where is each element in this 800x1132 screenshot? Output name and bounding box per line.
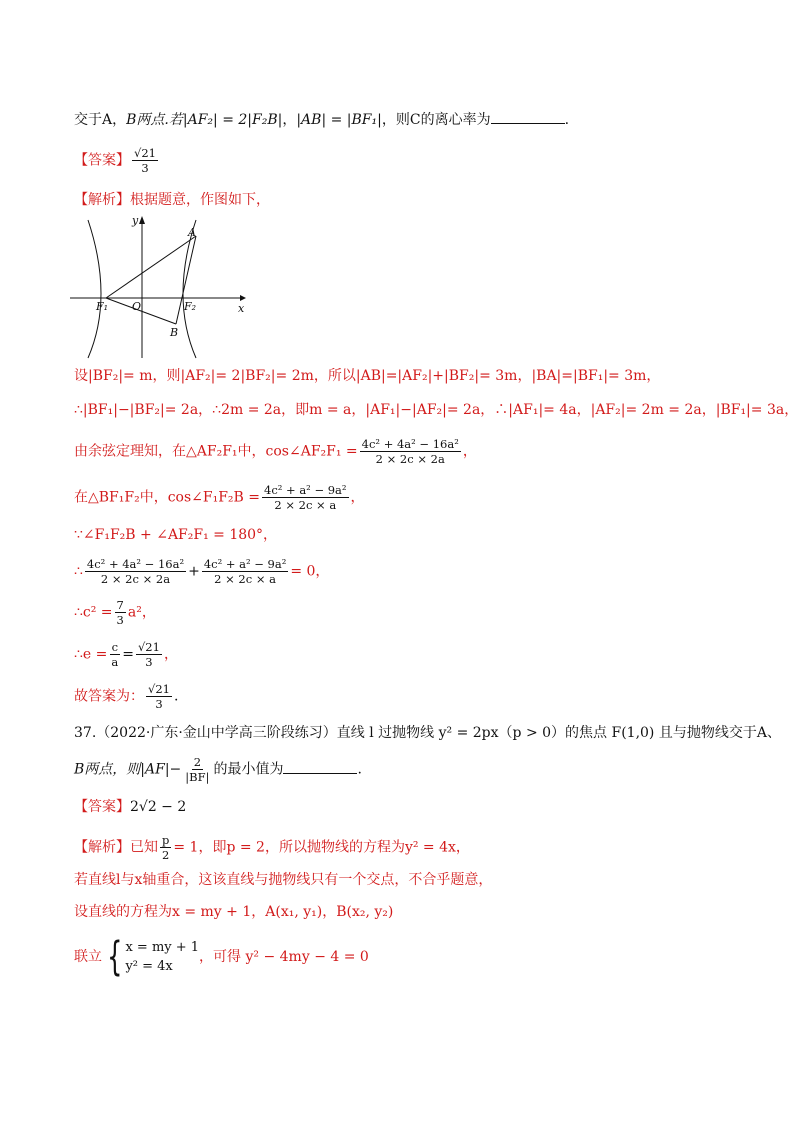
system-eq-2: y² = 4x xyxy=(125,959,173,974)
origin-label: O xyxy=(132,300,142,313)
x-axis-label: x xyxy=(238,302,245,315)
answer-2 xyxy=(74,797,186,817)
step-8 xyxy=(74,640,178,669)
analysis-2-t1-suffix: = 1，即p = 2，所以抛物线的方程为y² = 4x， xyxy=(173,839,470,856)
step-3-num: 4c² + 4a² − 16a² xyxy=(361,437,459,451)
analysis-2-t4-suffix: ，可得 y² − 4my − 4 = 0 xyxy=(199,949,369,965)
step-8-suffix: ， xyxy=(163,646,178,663)
y-axis-arrow xyxy=(139,216,145,224)
step-8-num-2: √21 xyxy=(137,640,160,654)
analysis-2-line-2: 若直线l与x轴重合，这该直线与抛物线只有一个交点，不合乎题意， xyxy=(74,872,493,888)
step-4-den: 2 × 2c × a xyxy=(274,498,337,512)
step-3-suffix: ， xyxy=(462,443,477,460)
step-5: ∵∠F₁F₂B + ∠AF₂F₁ = 180°， xyxy=(74,527,278,543)
step-4-suffix: ， xyxy=(350,489,365,506)
analysis-2-t1-prefix: 已知 xyxy=(130,839,158,856)
system-brace: { xyxy=(107,934,123,980)
step-4-prefix: 在△BF₁F₂中，cos∠F₁F₂B = xyxy=(74,489,261,506)
y-axis-label: y xyxy=(132,214,139,227)
final-answer-prefix: 故答案为： xyxy=(74,688,144,705)
step-7-num: 7 xyxy=(116,598,124,612)
step-4-fraction xyxy=(262,483,349,512)
step-8-den-1: a xyxy=(111,655,119,669)
q37-fraction xyxy=(183,755,211,784)
answer-1-num: √21 xyxy=(134,146,156,160)
hyperbola-figure xyxy=(70,212,250,360)
q37-den: |BF| xyxy=(185,770,210,784)
q37-answer-blank xyxy=(283,759,357,774)
step-6 xyxy=(74,557,329,586)
analysis-2-num: p xyxy=(162,833,170,847)
line1-end: . xyxy=(564,112,570,128)
step-8-fraction-2 xyxy=(136,640,162,669)
final-answer-den: 3 xyxy=(155,697,163,711)
step-3-fraction xyxy=(360,437,461,466)
step-2: ∴|BF₁|−|BF₂|= 2a，∴2m = 2a，即m = a，|AF₁|−|AF₂|= 2a，∴|AF₁|= 4a，|AF₂|= 2m = 2a，|BF₁|= 3a， xyxy=(74,402,799,418)
step-6-suffix: = 0， xyxy=(290,563,330,580)
question-37-line-1: 37.（2022·广东·金山中学高三阶段练习）直线 l 过抛物线 y² = 2px（p > 0）的焦点 F(1,0) 且与抛物线交于A、 xyxy=(74,725,781,741)
equation-system xyxy=(102,934,200,980)
answer-1-fraction xyxy=(132,146,158,175)
answer-2-label: 【答案】 xyxy=(74,799,130,815)
analysis-2-label: 【解析】 xyxy=(74,839,130,856)
answer-1 xyxy=(74,146,160,175)
step-6-den-2: 2 × 2c × a xyxy=(214,572,276,586)
step-3-prefix: 由余弦定理知，在△AF₂F₁中，cos∠AF₂F₁ = xyxy=(74,443,358,460)
condition-af2: |AF₂| = 2|F₂B| xyxy=(182,112,283,128)
step-7-fraction xyxy=(115,598,126,627)
question-continuation xyxy=(74,109,569,130)
step-6-num-2: 4c² + a² − 9a² xyxy=(203,557,287,571)
step-8-num-1: c xyxy=(111,640,119,654)
focus-f2-label: F₂ xyxy=(184,300,197,313)
q37-line2-suffix: 的最小值为 xyxy=(213,761,284,778)
line1-sep: ， xyxy=(282,112,297,128)
analysis-2-line-1 xyxy=(74,833,470,862)
line1-b-points: B两点.若 xyxy=(126,112,183,128)
final-answer-num: √21 xyxy=(148,682,170,696)
step-8-fraction-1 xyxy=(109,640,120,669)
analysis-1 xyxy=(74,190,270,210)
step-6-prefix: ∴ xyxy=(74,563,83,580)
step-6-plus: + xyxy=(188,563,200,580)
step-6-den-1: 2 × 2c × 2a xyxy=(100,572,171,586)
analysis-2-line-3: 设直线的方程为x = my + 1，A(x₁, y₁)，B(x₂, y₂) xyxy=(74,904,394,920)
analysis-1-text: 根据题意，作图如下， xyxy=(130,192,270,208)
final-answer-fraction xyxy=(146,682,172,711)
step-6-fraction-1 xyxy=(85,557,186,586)
final-answer-1 xyxy=(74,682,178,711)
condition-ab: |AB| = |BF₁| xyxy=(296,112,382,128)
analysis-2-line-4 xyxy=(74,934,369,980)
line1-prefix: 交于A， xyxy=(74,112,127,128)
system-eq-1: x = my + 1 xyxy=(125,940,200,955)
point-b-label: B xyxy=(170,326,179,339)
point-a-label: A xyxy=(188,226,196,239)
answer-2-value: 2√2 − 2 xyxy=(130,799,187,815)
answer-blank xyxy=(491,109,565,124)
step-3 xyxy=(74,437,477,466)
analysis-1-label: 【解析】 xyxy=(74,192,130,208)
step-6-num-1: 4c² + 4a² − 16a² xyxy=(86,557,185,571)
line1-suffix: ，则C的离心率为 xyxy=(381,112,491,128)
step-4 xyxy=(74,483,365,512)
step-6-fraction-2 xyxy=(202,557,289,586)
step-4-num: 4c² + a² − 9a² xyxy=(264,483,347,497)
q37-num: 2 xyxy=(193,755,202,769)
segment-f1-a xyxy=(106,236,196,298)
step-7-prefix: ∴c² = xyxy=(74,604,113,621)
step-1: 设|BF₂|= m，则|AF₂|= 2|BF₂|= 2m，所以|AB|=|AF₂|+|BF₂|= 3m，|BA|=|BF₁|= 3m， xyxy=(74,368,661,384)
q37-line2-prefix: B两点，则|AF|− xyxy=(74,761,182,778)
hyperbola-left-branch xyxy=(88,220,101,358)
analysis-2-den: 2 xyxy=(162,848,170,862)
x-axis-arrow xyxy=(240,295,246,301)
step-8-den-2: 3 xyxy=(145,655,153,669)
q37-line2-end: . xyxy=(357,761,362,778)
final-answer-suffix: . xyxy=(173,688,179,705)
analysis-2-t4-prefix: 联立 xyxy=(74,949,102,965)
answer-1-label: 【答案】 xyxy=(74,152,130,169)
step-8-prefix: ∴e = xyxy=(74,646,108,663)
step-7-den: 3 xyxy=(116,613,124,627)
step-8-equals: = xyxy=(122,646,134,663)
system-lines xyxy=(125,938,199,976)
focus-f1-label: F₁ xyxy=(96,300,109,313)
analysis-2-fraction xyxy=(160,833,171,862)
step-3-den: 2 × 2c × 2a xyxy=(375,452,445,466)
step-7-suffix: a²， xyxy=(127,604,156,621)
answer-1-den: 3 xyxy=(141,161,149,175)
step-7 xyxy=(74,598,156,627)
question-37-line-2 xyxy=(74,755,362,784)
